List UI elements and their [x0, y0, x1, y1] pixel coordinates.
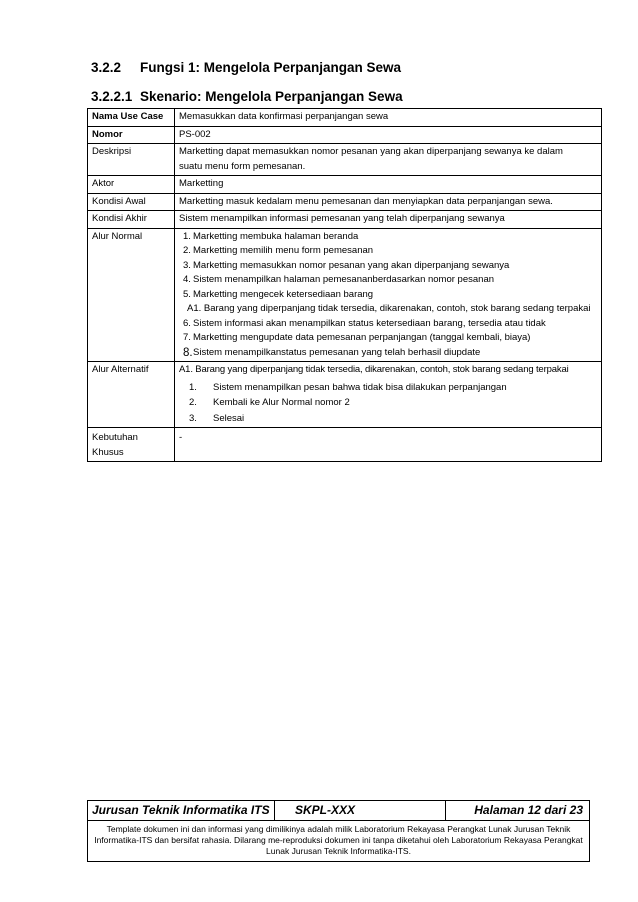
subsection-number: 3.2.2.1	[91, 89, 133, 104]
list-item: 2. Marketting memilih menu form pemesanan	[183, 245, 374, 256]
table-row	[88, 362, 602, 428]
table-row	[88, 228, 602, 362]
list-item: 8. Sistem menampilkanstatus pemesanan yang telah berhasil diupdate	[183, 346, 481, 359]
section-heading-3-2-2	[91, 60, 401, 75]
section-heading-3-2-2-1	[91, 89, 403, 104]
alternative-flow	[175, 362, 602, 428]
footer-header-row	[88, 801, 589, 821]
list-item: 7. Marketting mengupdate data pemesanan perpanjangan (tanggal kembali, biaya)	[183, 332, 531, 343]
list-item: 4. Sistem menampilkan halaman pemesananberdasarkan nomor pesanan	[183, 274, 495, 285]
row-label: Nomor	[88, 126, 175, 144]
footer-confidentiality-note: Template dokumen ini dan informasi yang dimilikinya adalah milik Laboratorium Rekayasa Perangkat Lunak Jurusan Teknik Informatika-ITS dan bersifat rahasia. Dilarang me-reproduksi dokumen ini tanpa diketahui oleh Laboratorium Rekayasa Perangkat Lunak Jurusan Teknik Informatika-ITS.	[94, 824, 583, 856]
row-label: Nama Use Case	[88, 109, 175, 127]
list-item: 2. Kembali ke Alur Normal nomor 2	[189, 397, 350, 408]
row-label: Deskripsi	[88, 144, 175, 176]
row-value	[175, 144, 602, 176]
row-label: Alur Alternatif	[88, 362, 175, 428]
use-case-table	[87, 108, 602, 462]
table-row	[88, 126, 602, 144]
list-item: 1. Sistem menampilkan pesan bahwa tidak bisa dilakukan perpanjangan	[189, 381, 507, 393]
row-label: Kondisi Awal	[88, 193, 175, 211]
row-label: Aktor	[88, 176, 175, 194]
list-item: 3. Marketting memasukkan nomor pesanan yang akan diperpanjang sewanya	[183, 259, 510, 271]
page-footer	[87, 800, 590, 862]
subsection-title: Skenario: Mengelola Perpanjangan Sewa	[140, 89, 403, 104]
table-row	[88, 193, 602, 211]
list-item: 6. Sistem informasi akan menampilkan status ketersediaan barang, tersedia atau tidak	[183, 317, 546, 329]
section-title: Fungsi 1: Mengelola Perpanjangan Sewa	[140, 60, 402, 75]
table-row	[88, 176, 602, 194]
footer-doc-code: SKPL-XXX	[275, 801, 446, 820]
alternative-intro: A1. Barang yang diperpanjang tidak tersedia, dikarenakan, contoh, stok barang sedang terpakai	[179, 364, 569, 375]
row-value: Marketting	[175, 176, 602, 194]
list-item: 3. Selesai	[189, 412, 245, 424]
normal-flow	[175, 228, 602, 362]
footer-department: Jurusan Teknik Informatika ITS	[88, 801, 275, 820]
row-value: Marketting masuk kedalam menu pemesanan dan menyiapkan data perpanjangan sewa.	[175, 193, 602, 211]
list-item: 1. Marketting membuka halaman beranda	[183, 230, 359, 242]
row-label: Alur Normal	[88, 228, 175, 362]
table-row	[88, 109, 602, 127]
description-line: suatu menu form pemesanan.	[179, 160, 306, 172]
section-number: 3.2.2	[91, 60, 122, 75]
row-value: Memasukkan data konfirmasi perpanjangan sewa	[175, 109, 602, 127]
row-label: Kondisi Akhir	[88, 211, 175, 229]
table-row	[88, 144, 602, 176]
row-value: PS-002	[175, 126, 602, 144]
description-line: Marketting dapat memasukkan nomor pesanan yang akan diperpanjang sewanya ke dalam	[179, 146, 563, 157]
row-value: -	[175, 428, 602, 462]
list-item: 5. Marketting mengecek ketersediaan barang	[183, 288, 374, 300]
table-row	[88, 428, 602, 462]
row-value: Sistem menampilkan informasi pemesanan yang telah diperpanjang sewanya	[175, 211, 602, 229]
footer-page-number: Halaman 12 dari 23	[474, 803, 583, 817]
row-label: Kebutuhan Khusus	[88, 428, 175, 462]
alternative-substep: A1. Barang yang diperpanjang tidak tersedia, dikarenakan, contoh, stok barang sedang terpakai	[187, 303, 591, 314]
table-row	[88, 211, 602, 229]
